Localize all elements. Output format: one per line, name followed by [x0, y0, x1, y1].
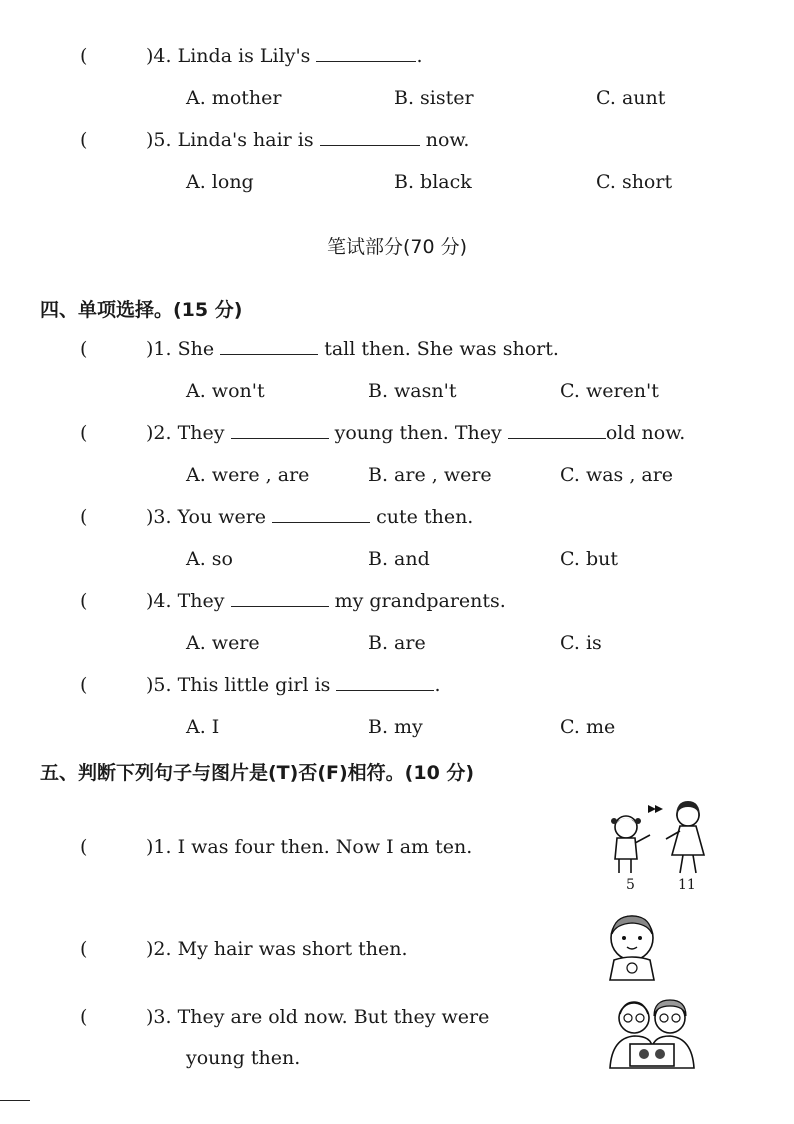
- question-line: )4. They my grandparents.: [146, 590, 506, 612]
- option-b[interactable]: B. are , were: [368, 464, 492, 486]
- grandparents-picture: [604, 998, 700, 1070]
- option-c[interactable]: C. is: [560, 632, 602, 654]
- answer-paren-open: (: [80, 590, 88, 612]
- two-girls-picture: [600, 795, 720, 895]
- option-b[interactable]: B. black: [394, 171, 472, 193]
- option-b[interactable]: B. and: [368, 548, 430, 570]
- age-label-left: 5: [626, 877, 635, 893]
- question-line: )3. They are old now. But they were: [146, 1006, 490, 1028]
- answer-blank[interactable]: [220, 340, 318, 355]
- answer-paren-open: (: [80, 506, 88, 528]
- answer-paren-open: (: [80, 422, 88, 444]
- question-line: )5. Linda's hair is now.: [146, 129, 470, 151]
- answer-paren-open: (: [80, 45, 88, 67]
- question-line: )1. She tall then. She was short.: [146, 338, 559, 360]
- option-c[interactable]: C. weren't: [560, 380, 659, 402]
- answer-blank[interactable]: [231, 592, 329, 607]
- question-line: )2. My hair was short then.: [146, 938, 408, 960]
- answer-blank[interactable]: [272, 508, 370, 523]
- section4-title: 四、单项选择。(15 分): [40, 299, 243, 321]
- option-a[interactable]: A. long: [186, 171, 254, 193]
- answer-paren-open: (: [80, 938, 88, 960]
- question-line: )1. I was four then. Now I am ten.: [146, 836, 473, 858]
- option-c[interactable]: C. aunt: [596, 87, 666, 109]
- option-c[interactable]: C. me: [560, 716, 616, 738]
- baby-picture: [604, 912, 660, 982]
- answer-blank[interactable]: [316, 47, 416, 62]
- answer-blank[interactable]: [231, 424, 329, 439]
- question-line-cont: young then.: [186, 1047, 301, 1069]
- age-label-right: 11: [678, 877, 696, 893]
- answer-blank[interactable]: [320, 131, 420, 146]
- option-c[interactable]: C. was , are: [560, 464, 674, 486]
- option-c[interactable]: C. but: [560, 548, 618, 570]
- option-c[interactable]: C. short: [596, 171, 673, 193]
- option-b[interactable]: B. sister: [394, 87, 474, 109]
- option-b[interactable]: B. wasn't: [368, 380, 457, 402]
- option-a[interactable]: A. so: [186, 548, 233, 570]
- option-a[interactable]: A. I: [186, 716, 220, 738]
- question-line: )4. Linda is Lily's .: [146, 45, 423, 67]
- answer-paren-open: (: [80, 836, 88, 858]
- option-a[interactable]: A. were: [186, 632, 260, 654]
- answer-paren-open: (: [80, 129, 88, 151]
- option-b[interactable]: B. my: [368, 716, 423, 738]
- option-a[interactable]: A. won't: [186, 380, 265, 402]
- answer-paren-open: (: [80, 674, 88, 696]
- question-line: )3. You were cute then.: [146, 506, 474, 528]
- answer-blank[interactable]: [336, 676, 434, 691]
- section5-title: 五、判断下列句子与图片是(T)否(F)相符。(10 分): [40, 762, 475, 784]
- option-a[interactable]: A. mother: [186, 87, 282, 109]
- question-line: )5. This little girl is .: [146, 674, 441, 696]
- part-title: 笔试部分(70 分): [326, 236, 468, 258]
- page-edge-mark: [0, 1100, 30, 1101]
- answer-blank[interactable]: [508, 424, 606, 439]
- option-b[interactable]: B. are: [368, 632, 426, 654]
- option-a[interactable]: A. were , are: [186, 464, 310, 486]
- question-line: )2. They young then. They old now.: [146, 422, 686, 444]
- answer-paren-open: (: [80, 1006, 88, 1028]
- answer-paren-open: (: [80, 338, 88, 360]
